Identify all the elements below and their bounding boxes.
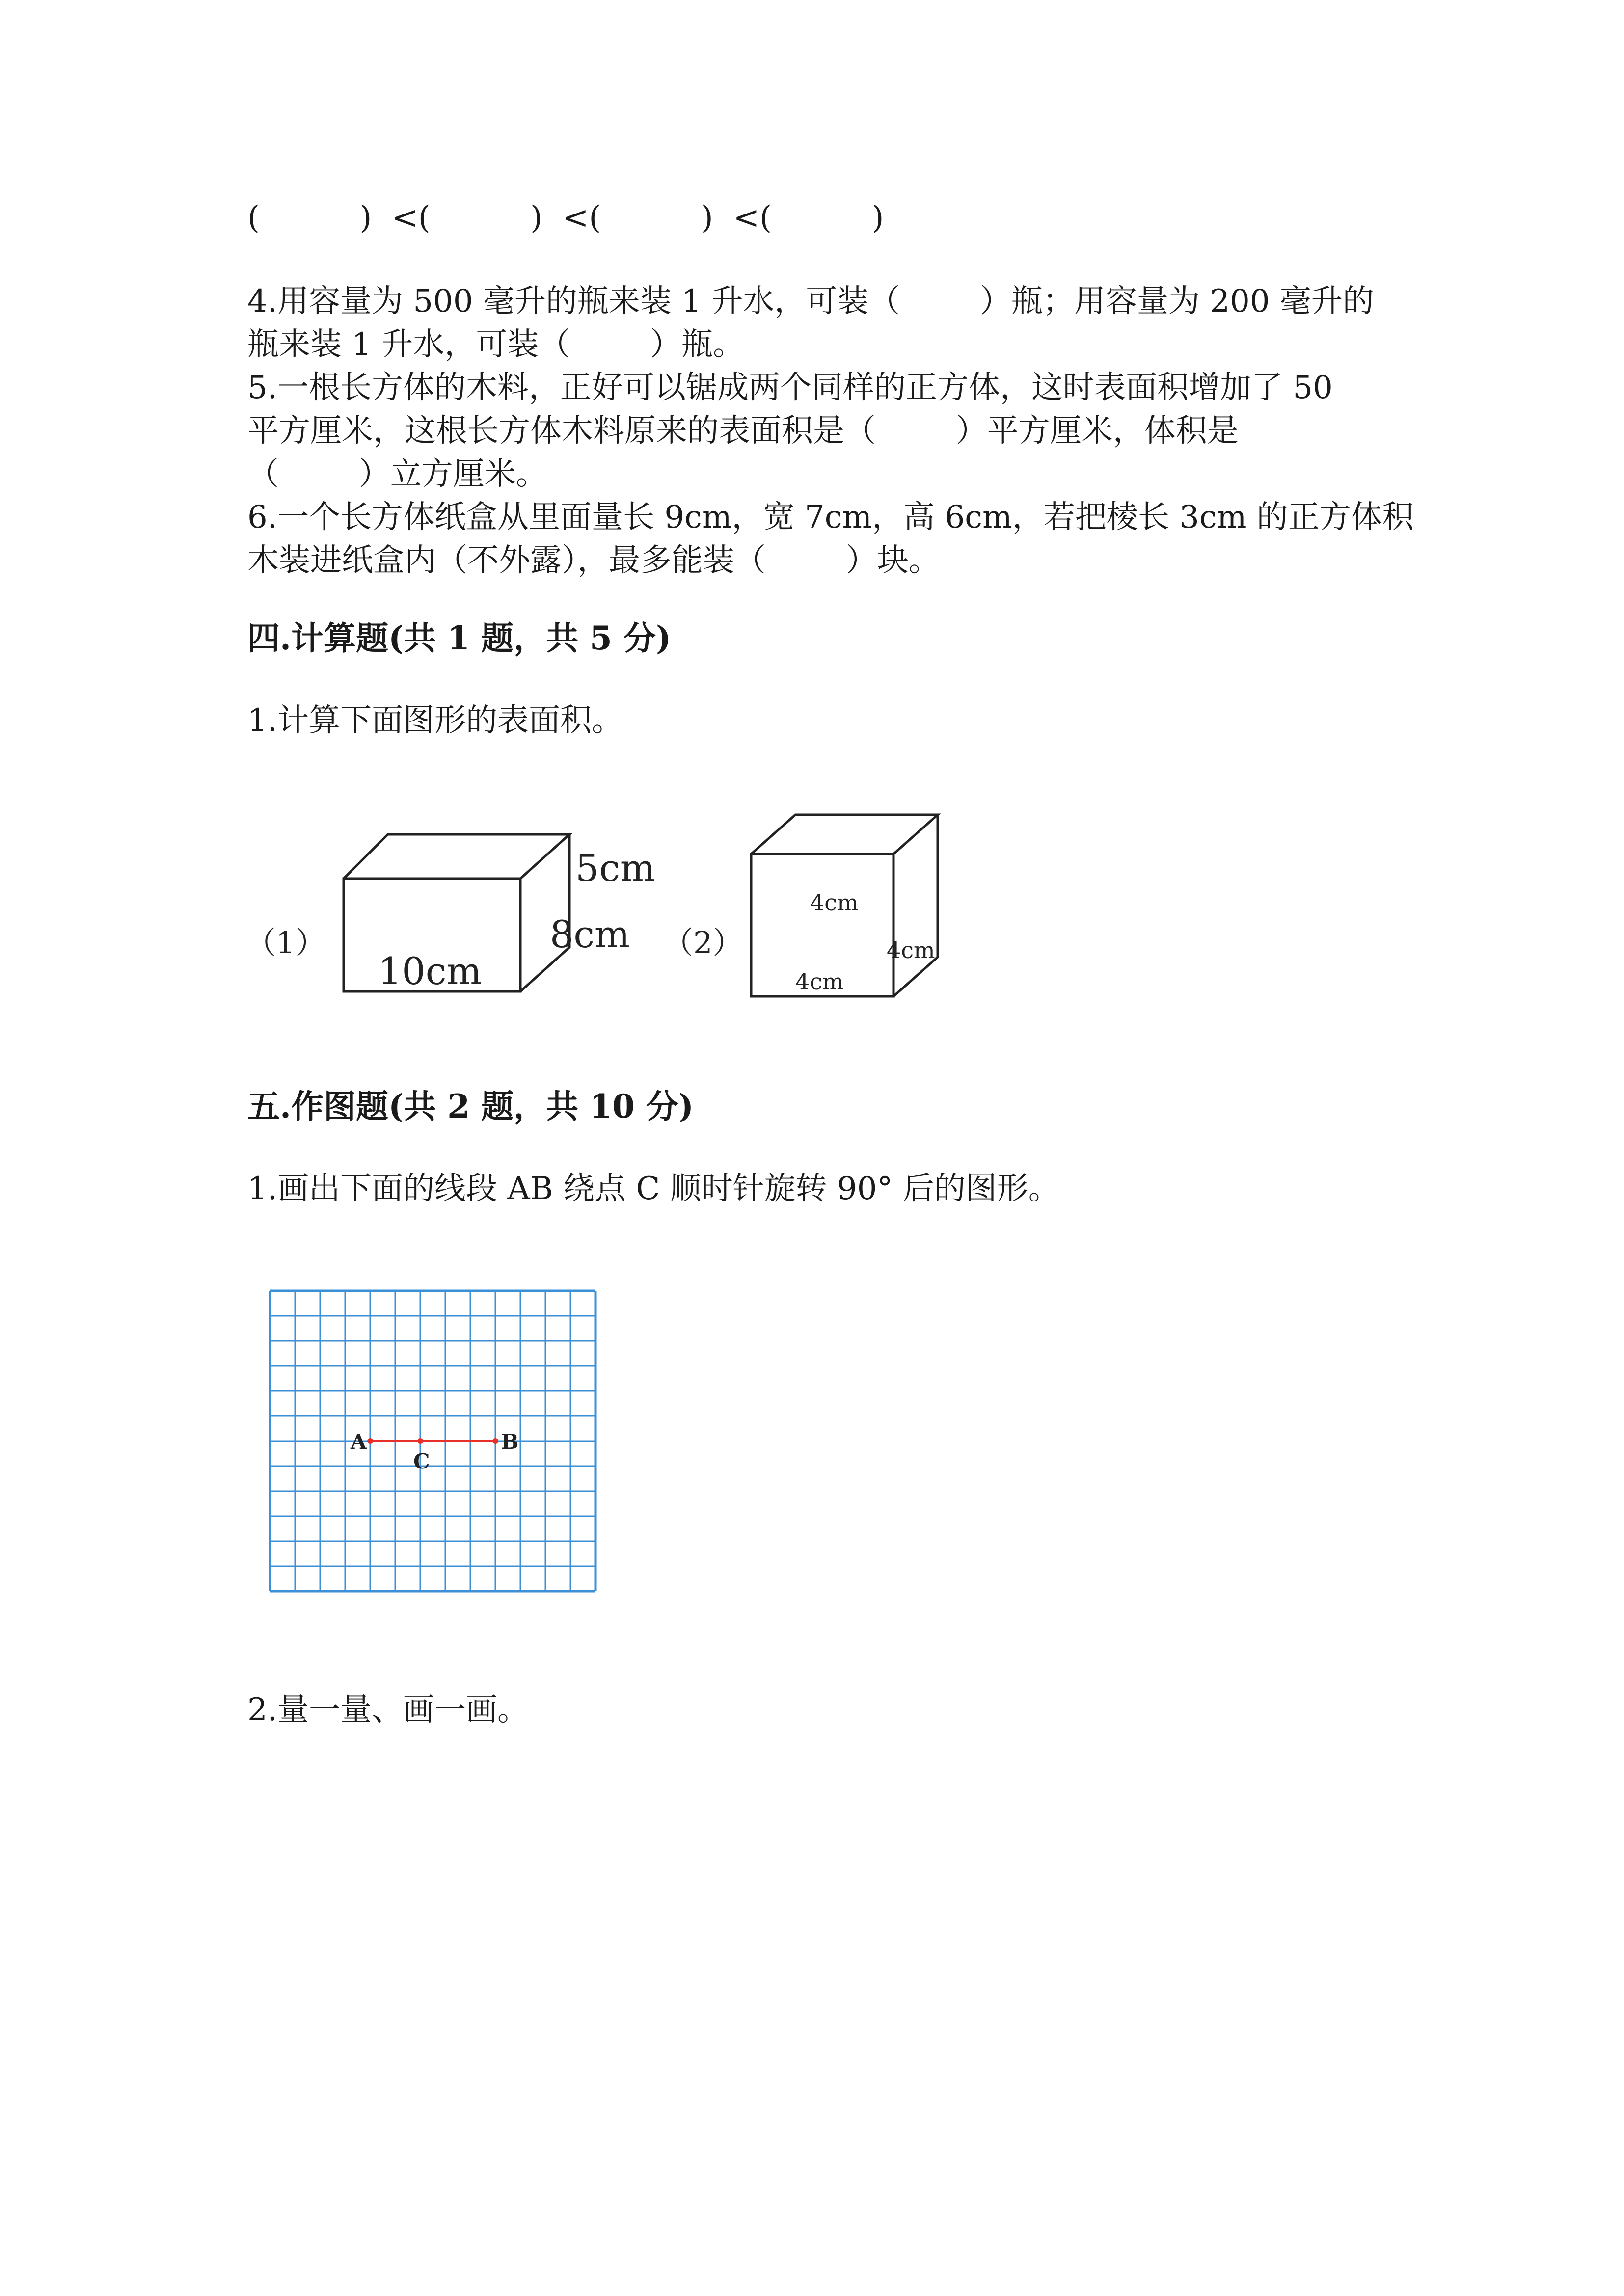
cube-bottom-edge-label: 4cm <box>795 968 844 995</box>
question-4-line-2: 瓶来装 1 升水，可装（ ）瓶。 <box>247 326 745 363</box>
cuboid-depth-label: 8cm <box>550 912 630 956</box>
cube-side-edge-label: 4cm <box>887 937 935 963</box>
comparison-blanks-row: ( ) <( ) <( ) <( ) <box>247 200 884 236</box>
cuboid-label: （1） <box>245 925 326 961</box>
point-b-dot <box>492 1438 498 1444</box>
question-6-line-1: 6.一个长方体纸盒从里面量长 9cm，宽 7cm，高 6cm，若把棱长 3cm 的正方体积 <box>247 499 1414 535</box>
section-4-heading: 四.计算题(共 1 题，共 5 分) <box>247 619 672 657</box>
section-5-question-2: 2.量一量、画一画。 <box>247 1692 529 1728</box>
point-a-label: A <box>351 1430 367 1454</box>
point-c-dot <box>417 1438 423 1444</box>
section-5-question-1: 1.画出下面的线段 AB 绕点 C 顺时针旋转 90° 后的图形。 <box>247 1171 1060 1207</box>
question-5-line-1: 5.一根长方体的木料，正好可以锯成两个同样的正方体，这时表面积增加了 50 <box>247 370 1333 406</box>
cube-figure <box>663 810 967 1006</box>
rotation-grid-figure <box>265 1286 609 1600</box>
cuboid-length-label: 10cm <box>378 949 482 993</box>
point-b-label: B <box>501 1430 519 1454</box>
section-5-heading: 五.作图题(共 2 题，共 10 分) <box>247 1087 694 1125</box>
question-5-line-2: 平方厘米，这根长方体木料原来的表面积是（ ）平方厘米，体积是 <box>247 413 1239 449</box>
section-4-question-1: 1.计算下面图形的表面积。 <box>247 702 623 739</box>
cube-front-edge-label: 4cm <box>810 889 859 916</box>
cuboid-height-label: 5cm <box>575 846 655 890</box>
point-c-label: C <box>413 1449 430 1473</box>
question-6-line-2: 木装进纸盒内（不外露），最多能装（ ）块。 <box>247 542 940 579</box>
cuboid-figure <box>245 815 668 1001</box>
question-5-line-3: （ ）立方厘米。 <box>247 456 547 492</box>
cube-label: （2） <box>663 925 743 961</box>
question-4-line-1: 4.用容量为 500 毫升的瓶来装 1 升水，可装（ ）瓶；用容量为 200 毫升的 <box>247 283 1374 320</box>
point-a-dot <box>367 1438 373 1444</box>
